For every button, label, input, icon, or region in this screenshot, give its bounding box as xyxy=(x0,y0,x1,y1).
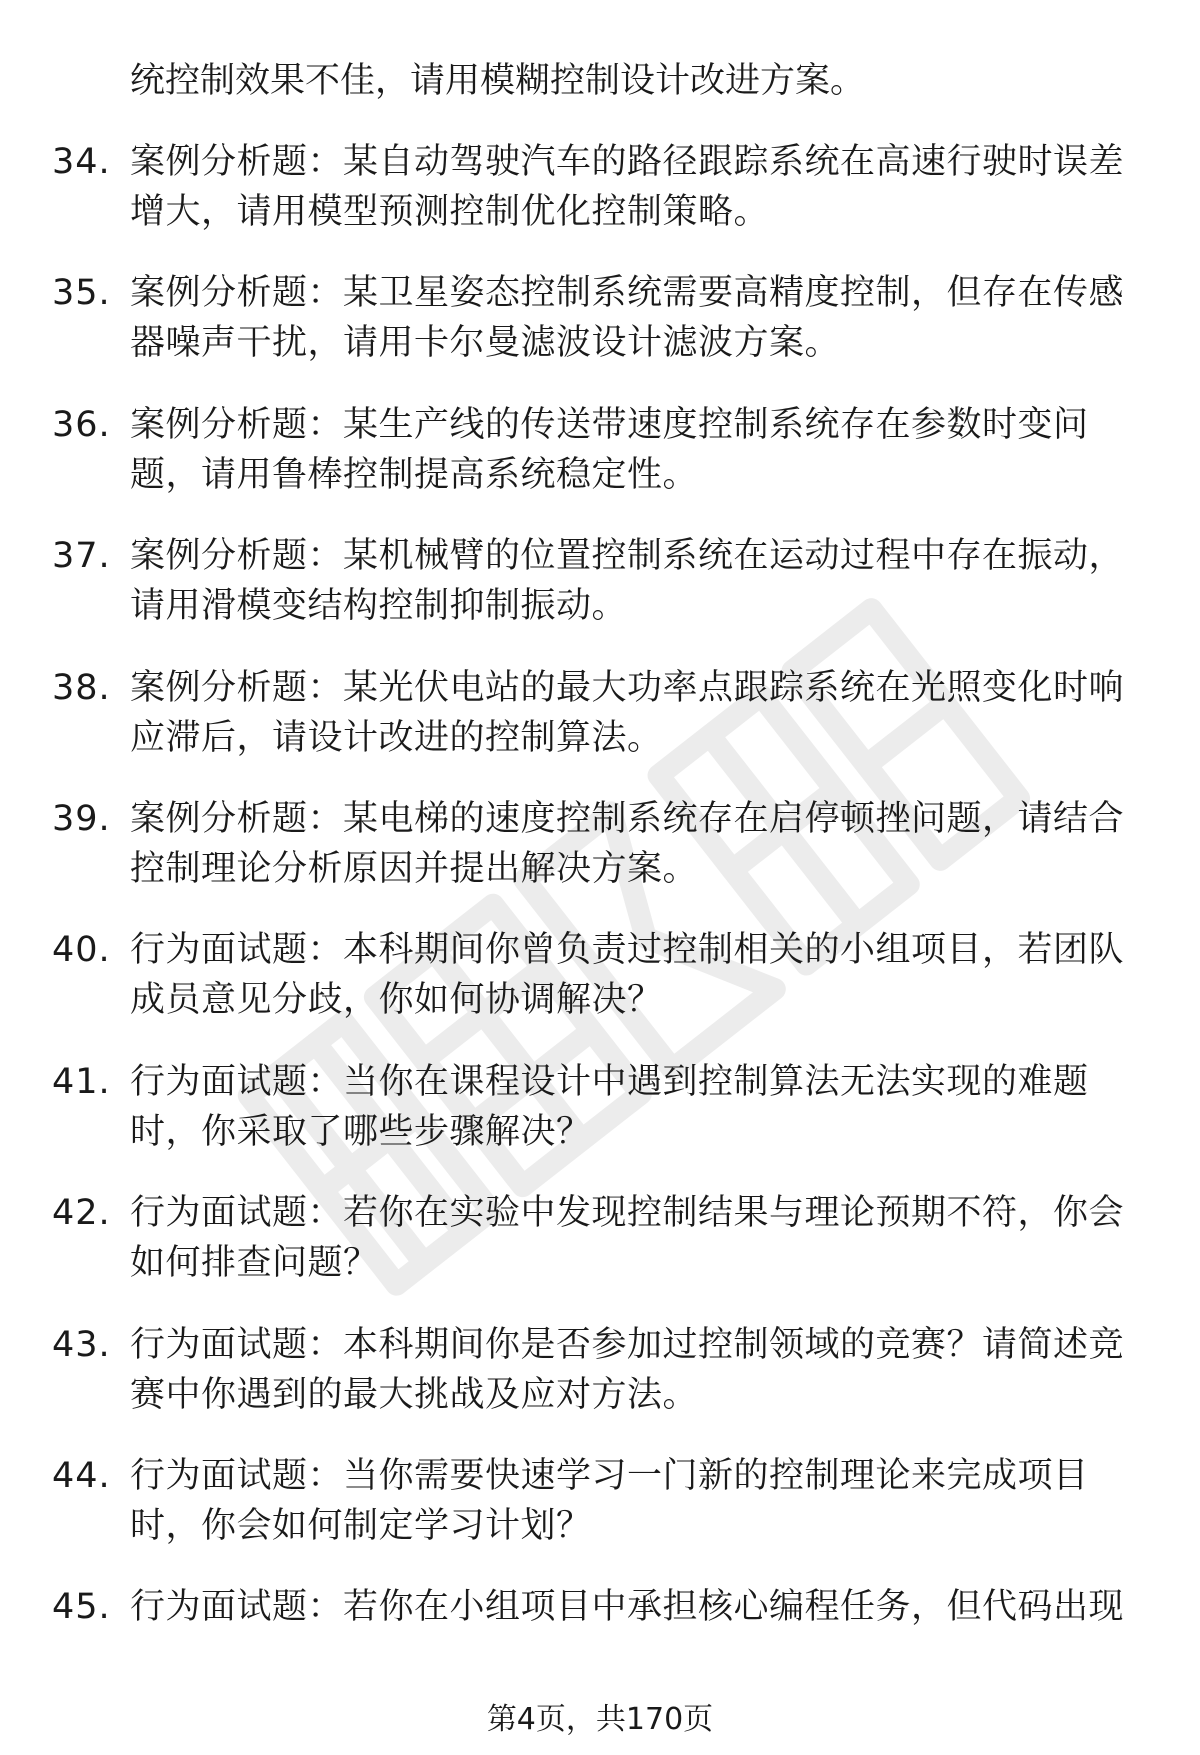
page-footer: 第4页，共170页 xyxy=(486,1702,714,1737)
question-item-41 xyxy=(0,1057,1200,1188)
question-number: 45. xyxy=(52,1587,111,1628)
question-text: 案例分析题：某生产线的传送带速度控制系统存在参数时变问题，请用鲁棒控制提高系统稳定性。 xyxy=(130,404,1089,495)
question-text: 案例分析题：某电梯的速度控制系统存在启停顿挫问题，请结合控制理论分析原因并提出解决方案。 xyxy=(130,798,1125,889)
question-number: 43. xyxy=(52,1324,111,1365)
question-text: 行为面试题：若你在小组项目中承担核心编程任务，但代码出现 xyxy=(130,1587,1125,1628)
question-number: 37. xyxy=(52,536,111,577)
question-item-35 xyxy=(0,268,1200,399)
question-number: 44. xyxy=(52,1455,111,1496)
continuation-text: 统控制效果不佳，请用模糊控制设计改进方案。 xyxy=(130,61,866,101)
question-item-42 xyxy=(0,1188,1200,1319)
question-number: 34. xyxy=(52,142,111,182)
question-number: 38. xyxy=(52,667,111,708)
question-item-39 xyxy=(0,794,1200,925)
question-text: 行为面试题：本科期间你是否参加过控制领域的竞赛？请简述竞赛中你遇到的最大挑战及应对方法。 xyxy=(130,1324,1125,1415)
question-number: 40. xyxy=(52,930,111,971)
question-item-38 xyxy=(0,663,1200,794)
question-text: 案例分析题：某光伏电站的最大功率点跟踪系统在光照变化时响应滞后，请设计改进的控制算法。 xyxy=(130,667,1125,758)
question-text: 案例分析题：某自动驾驶汽车的路径跟踪系统在高速行驶时误差增大，请用模型预测控制优化控制策略。 xyxy=(130,142,1125,232)
question-item-45 xyxy=(0,1582,1200,1713)
question-text: 案例分析题：某卫星姿态控制系统需要高精度控制，但存在传感器噪声干扰，请用卡尔曼滤波设计滤波方案。 xyxy=(130,273,1125,364)
question-number: 42. xyxy=(52,1193,111,1234)
question-number: 39. xyxy=(52,798,111,839)
question-item-37 xyxy=(0,531,1200,662)
question-item-40 xyxy=(0,925,1200,1056)
question-text: 案例分析题：某机械臂的位置控制系统在运动过程中存在振动，请用滑模变结构控制抑制振动。 xyxy=(130,536,1125,627)
question-text: 行为面试题：当你需要快速学习一门新的控制理论来完成项目时，你会如何制定学习计划？ xyxy=(130,1455,1089,1546)
question-text: 行为面试题：若你在实验中发现控制结果与理论预期不符，你会如何排查问题？ xyxy=(130,1193,1125,1284)
question-list xyxy=(0,137,1200,1714)
question-item-43 xyxy=(0,1320,1200,1451)
question-item-44 xyxy=(0,1451,1200,1582)
question-text: 行为面试题：当你在课程设计中遇到控制算法无法实现的难题时，你采取了哪些步骤解决？ xyxy=(130,1061,1089,1152)
question-item-36 xyxy=(0,400,1200,531)
question-item-34 xyxy=(0,137,1200,268)
question-number: 41. xyxy=(52,1061,111,1102)
question-number: 36. xyxy=(52,404,111,445)
question-text: 行为面试题：本科期间你曾负责过控制相关的小组项目，若团队成员意见分歧，你如何协调解决？ xyxy=(130,930,1125,1021)
question-number: 35. xyxy=(52,273,111,314)
